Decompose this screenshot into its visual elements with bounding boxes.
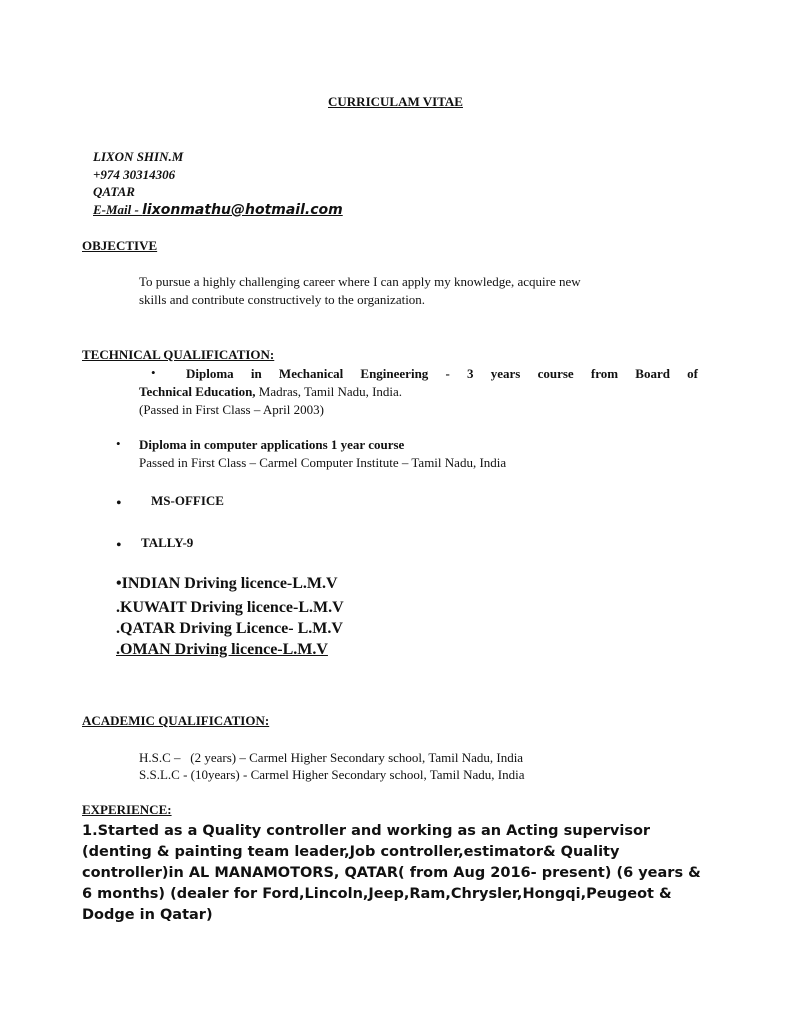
licence-item: .KUWAIT Driving licence-L.M.V [116,599,344,616]
academic-row: S.S.L.C - (10years) - Carmel Higher Secondary school, Tamil Nadu, India [139,767,525,782]
licence-item: .QATAR Driving Licence- L.M.V [116,620,343,637]
email-label: E-Mail - [93,201,143,217]
experience-text: 1.Started as a Quality controller and working as an Acting supervisor (denting & painting team leader,Job controller,estimator& Quality controller)in AL MANAMOTORS, QATAR( from Aug 2016- present) (6 years & 6 months) (dealer for Ford,Lincoln,Jeep,Ram,Chrysler,Hongqi,Peugeot & Dodge in Qatar) [82,823,701,923]
bullet-icon: • [116,537,122,554]
tech-item-computer-line2: Passed in First Class – Carmel Computer Institute – Tamil Nadu, India [139,455,507,470]
objective-text [139,273,581,308]
bullet-icon: • [116,495,122,512]
technical-heading: TECHNICAL QUALIFICATION: [82,347,275,362]
experience-heading: EXPERIENCE: [82,802,172,817]
document-title: CURRICULAM VITAE [328,94,463,109]
objective-line: skills and contribute constructively to the organization. [139,291,426,307]
contact-phone: +974 30314306 [93,166,176,182]
contact-email-line [93,201,343,220]
bullet-icon: • [116,436,121,451]
bullet-icon: • [151,365,156,380]
contact-block [93,148,343,219]
tech-item-tally: TALLY-9 [141,535,194,550]
objective-heading: OBJECTIVE [82,238,158,253]
tech-item-computer: Diploma in computer applications 1 year course [139,437,405,452]
academic-row: H.S.C – (2 years) – Carmel Higher Secondary school, Tamil Nadu, India [139,750,524,765]
tech-item-mechanical: Diploma in Mechanical Engineering - 3 years course from Board of [186,366,698,381]
contact-country: QATAR [93,184,135,199]
objective-line: To pursue a highly challenging career where I can apply my knowledge, acquire new [139,274,581,289]
tech-item-msoffice: MS-OFFICE [151,493,224,508]
contact-name: LIXON SHIN.M [93,149,184,164]
tech-item-mechanical-line3: (Passed in First Class – April 2003) [139,402,324,417]
licence-item: •INDIAN Driving licence-L.M.V [116,575,338,592]
academic-heading: ACADEMIC QUALIFICATION: [82,713,270,728]
email-link[interactable]: lixonmathu@hotmail.com [142,201,343,218]
tech-item-mechanical-line2: Technical Education, Madras, Tamil Nadu, India. [139,384,403,399]
licence-item: .OMAN Driving licence-L.M.V [116,641,328,658]
